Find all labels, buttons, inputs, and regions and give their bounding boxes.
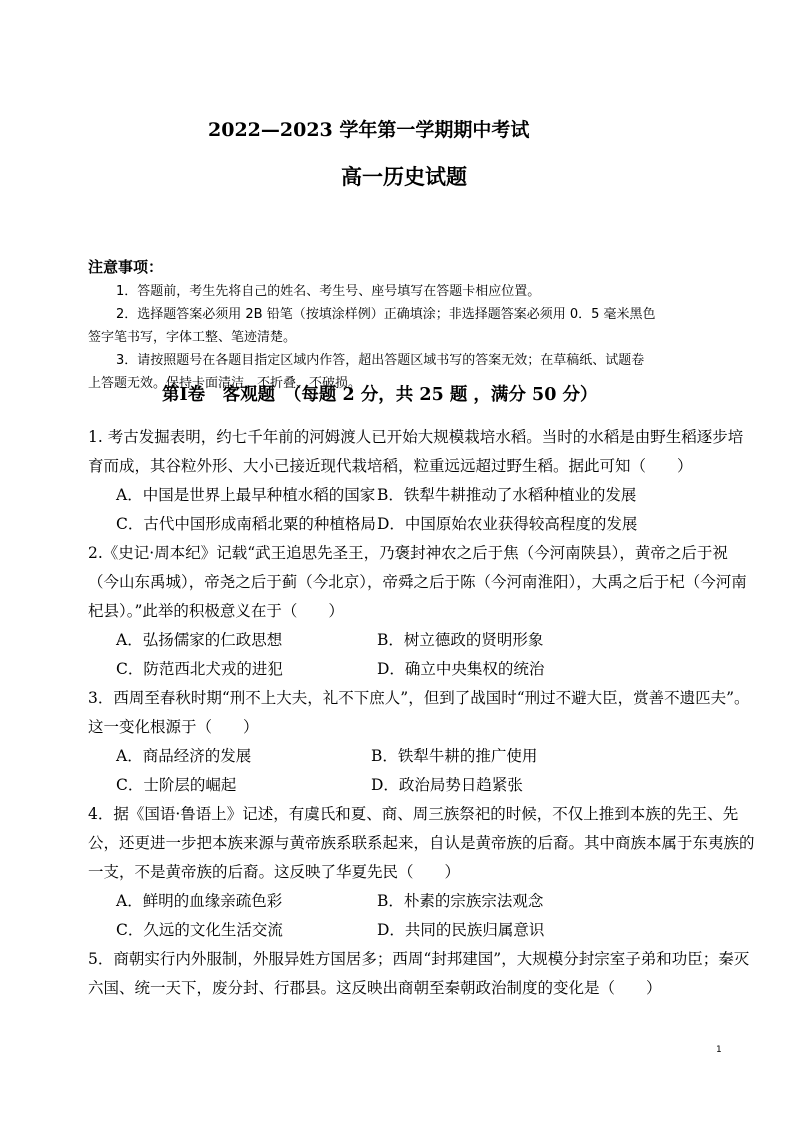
notice-line: 签字笔书写，字体工整、笔迹清楚。 (88, 330, 297, 345)
notice-line: 上答题无效。保持卡面清洁，不折叠、不破损。 (88, 376, 362, 391)
question-3-line: 这一变化根源于（ ） (88, 718, 259, 736)
question-4-option-d: D．共同的民族归属意识 (377, 921, 545, 939)
question-4-option-c: C．久远的文化生活交流 (116, 921, 283, 939)
question-4-line: 公，还更进一步把本族来源与黄帝族系联系起来，自认是黄帝族的后裔。其中商族本属于东夷族的 (88, 834, 755, 852)
question-1-option-a: A．中国是世界上最早种植水稻的国家 (116, 486, 376, 504)
question-4-option-b: B．朴素的宗族宗法观念 (377, 892, 544, 910)
question-3-option-c: C．士阶层的崛起 (116, 776, 237, 794)
question-1-option-b: B．铁犁牛耕推动了水稻种植业的发展 (377, 486, 637, 504)
question-1-option-d: D．中国原始农业获得较高程度的发展 (377, 515, 638, 533)
question-3-line: 3．西周至春秋时期“刑不上大夫，礼不下庶人”，但到了战国时“刑过不避大臣，赏善不遗匹夫”。 (88, 689, 750, 707)
question-3-option-b: B．铁犁牛耕的推广使用 (371, 747, 538, 765)
notice-line: 1．答题前，考生先将自己的姓名、考生号、座号填写在答题卡相应位置。 (116, 284, 541, 299)
notice-heading: 注意事项： (88, 258, 164, 276)
question-2-option-d: D．确立中央集权的统治 (377, 660, 545, 678)
page-number: 1 (716, 1045, 722, 1055)
question-2-option-b: B．树立德政的贤明形象 (377, 631, 544, 649)
question-1-option-c: C．古代中国形成南稻北粟的种植格局 (116, 515, 376, 533)
question-2-line: 2.《史记·周本纪》记载“武王追思先圣王，乃褒封神农之后于焦（今河南陕县），黄帝之后于祝 (88, 544, 728, 562)
question-2-option-a: A．弘扬儒家的仁政思想 (116, 631, 283, 649)
question-3-option-d: D．政治局势日趋紧张 (371, 776, 523, 794)
exam-title: 2022—2023 学年第一学期期中考试 (208, 119, 530, 141)
question-4-line: 4．据《国语·鲁语上》记述，有虞氏和夏、商、周三族祭祀的时候，不仅上推到本族的先王、先 (88, 805, 739, 823)
question-2-line: （今山东禹城），帝尧之后于蓟（今北京），帝舜之后于陈（今河南淮阳），大禹之后于杞（今河南 (88, 573, 747, 591)
notice-line: 2．选择题答案必须用 2B 铅笔（按填涂样例）正确填涂；非选择题答案必须用 0．5 毫米黑色 (116, 307, 656, 322)
question-2-option-c: C．防范西北犬戎的进犯 (116, 660, 283, 678)
notice-line: 3．请按照题号在各题目指定区域内作答，超出答题区域书写的答案无效；在草稿纸、试题卷 (116, 353, 645, 368)
question-1-line: 1. 考古发掘表明，约七千年前的河姆渡人已开始大规模栽培水稻。当时的水稻是由野生稻逐步培 (88, 428, 744, 446)
question-4-option-a: A．鲜明的血缘亲疏色彩 (116, 892, 283, 910)
question-5-line: 5．商朝实行内外服制，外服异姓方国居多；西周“封邦建国”，大规模分封宗室子弟和功臣；秦灭 (88, 950, 750, 968)
section-title: 第Ⅰ卷 客观题 （每题 2 分，共 25 题 ，满分 50 分） (162, 385, 598, 405)
question-3-option-a: A．商品经济的发展 (116, 747, 252, 765)
question-2-line: 杞县）。”此举的积极意义在于（ ） (88, 602, 344, 620)
question-1-line: 育而成，其谷粒外形、大小已接近现代栽培稻，粒重远远超过野生稻。据此可知（ ） (88, 457, 693, 475)
exam-subtitle: 高一历史试题 (341, 164, 467, 189)
question-4-line: 一支，不是黄帝族的后裔。这反映了华夏先民（ ） (88, 863, 461, 881)
question-5-line: 六国、统一天下，废分封、行郡县。这反映出商朝至秦朝政治制度的变化是（ ） (88, 979, 662, 997)
